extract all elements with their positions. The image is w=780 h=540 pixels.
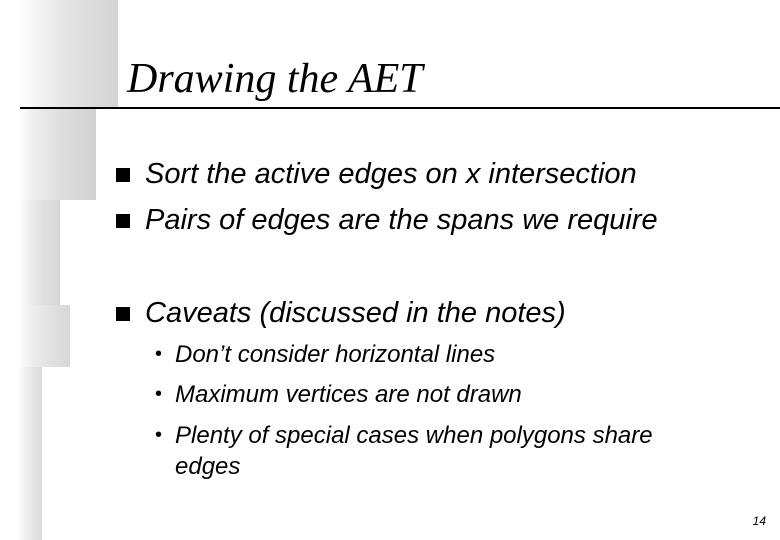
dot-bullet-icon: •	[155, 343, 163, 365]
bullet-text: Sort the active edges on x intersection	[145, 158, 637, 190]
decorative-gradient-bar	[18, 367, 42, 540]
sub-bullet-text: Maximum vertices are not drawn	[175, 381, 522, 408]
square-bullet-icon	[116, 307, 130, 321]
slide-title: Drawing the AET	[127, 56, 423, 102]
square-bullet-icon	[116, 214, 130, 228]
bullet-text: Pairs of edges are the spans we require	[145, 204, 658, 236]
dot-bullet-icon: •	[155, 383, 163, 405]
square-bullet-icon	[116, 168, 130, 182]
sub-bullet-text: Don’t consider horizontal lines	[175, 341, 496, 368]
decorative-gradient-bar	[18, 200, 60, 305]
dot-bullet-icon: •	[155, 424, 163, 446]
decorative-gradient-bar	[18, 108, 96, 200]
decorative-gradient-bar	[18, 305, 70, 367]
sub-bullet-text: Plenty of special cases when polygons share edges	[175, 422, 653, 480]
page-number: 14	[752, 514, 766, 528]
bullet-text: Caveats (discussed in the notes)	[145, 297, 566, 329]
title-underline	[20, 107, 780, 109]
decorative-gradient-bar	[18, 0, 118, 108]
